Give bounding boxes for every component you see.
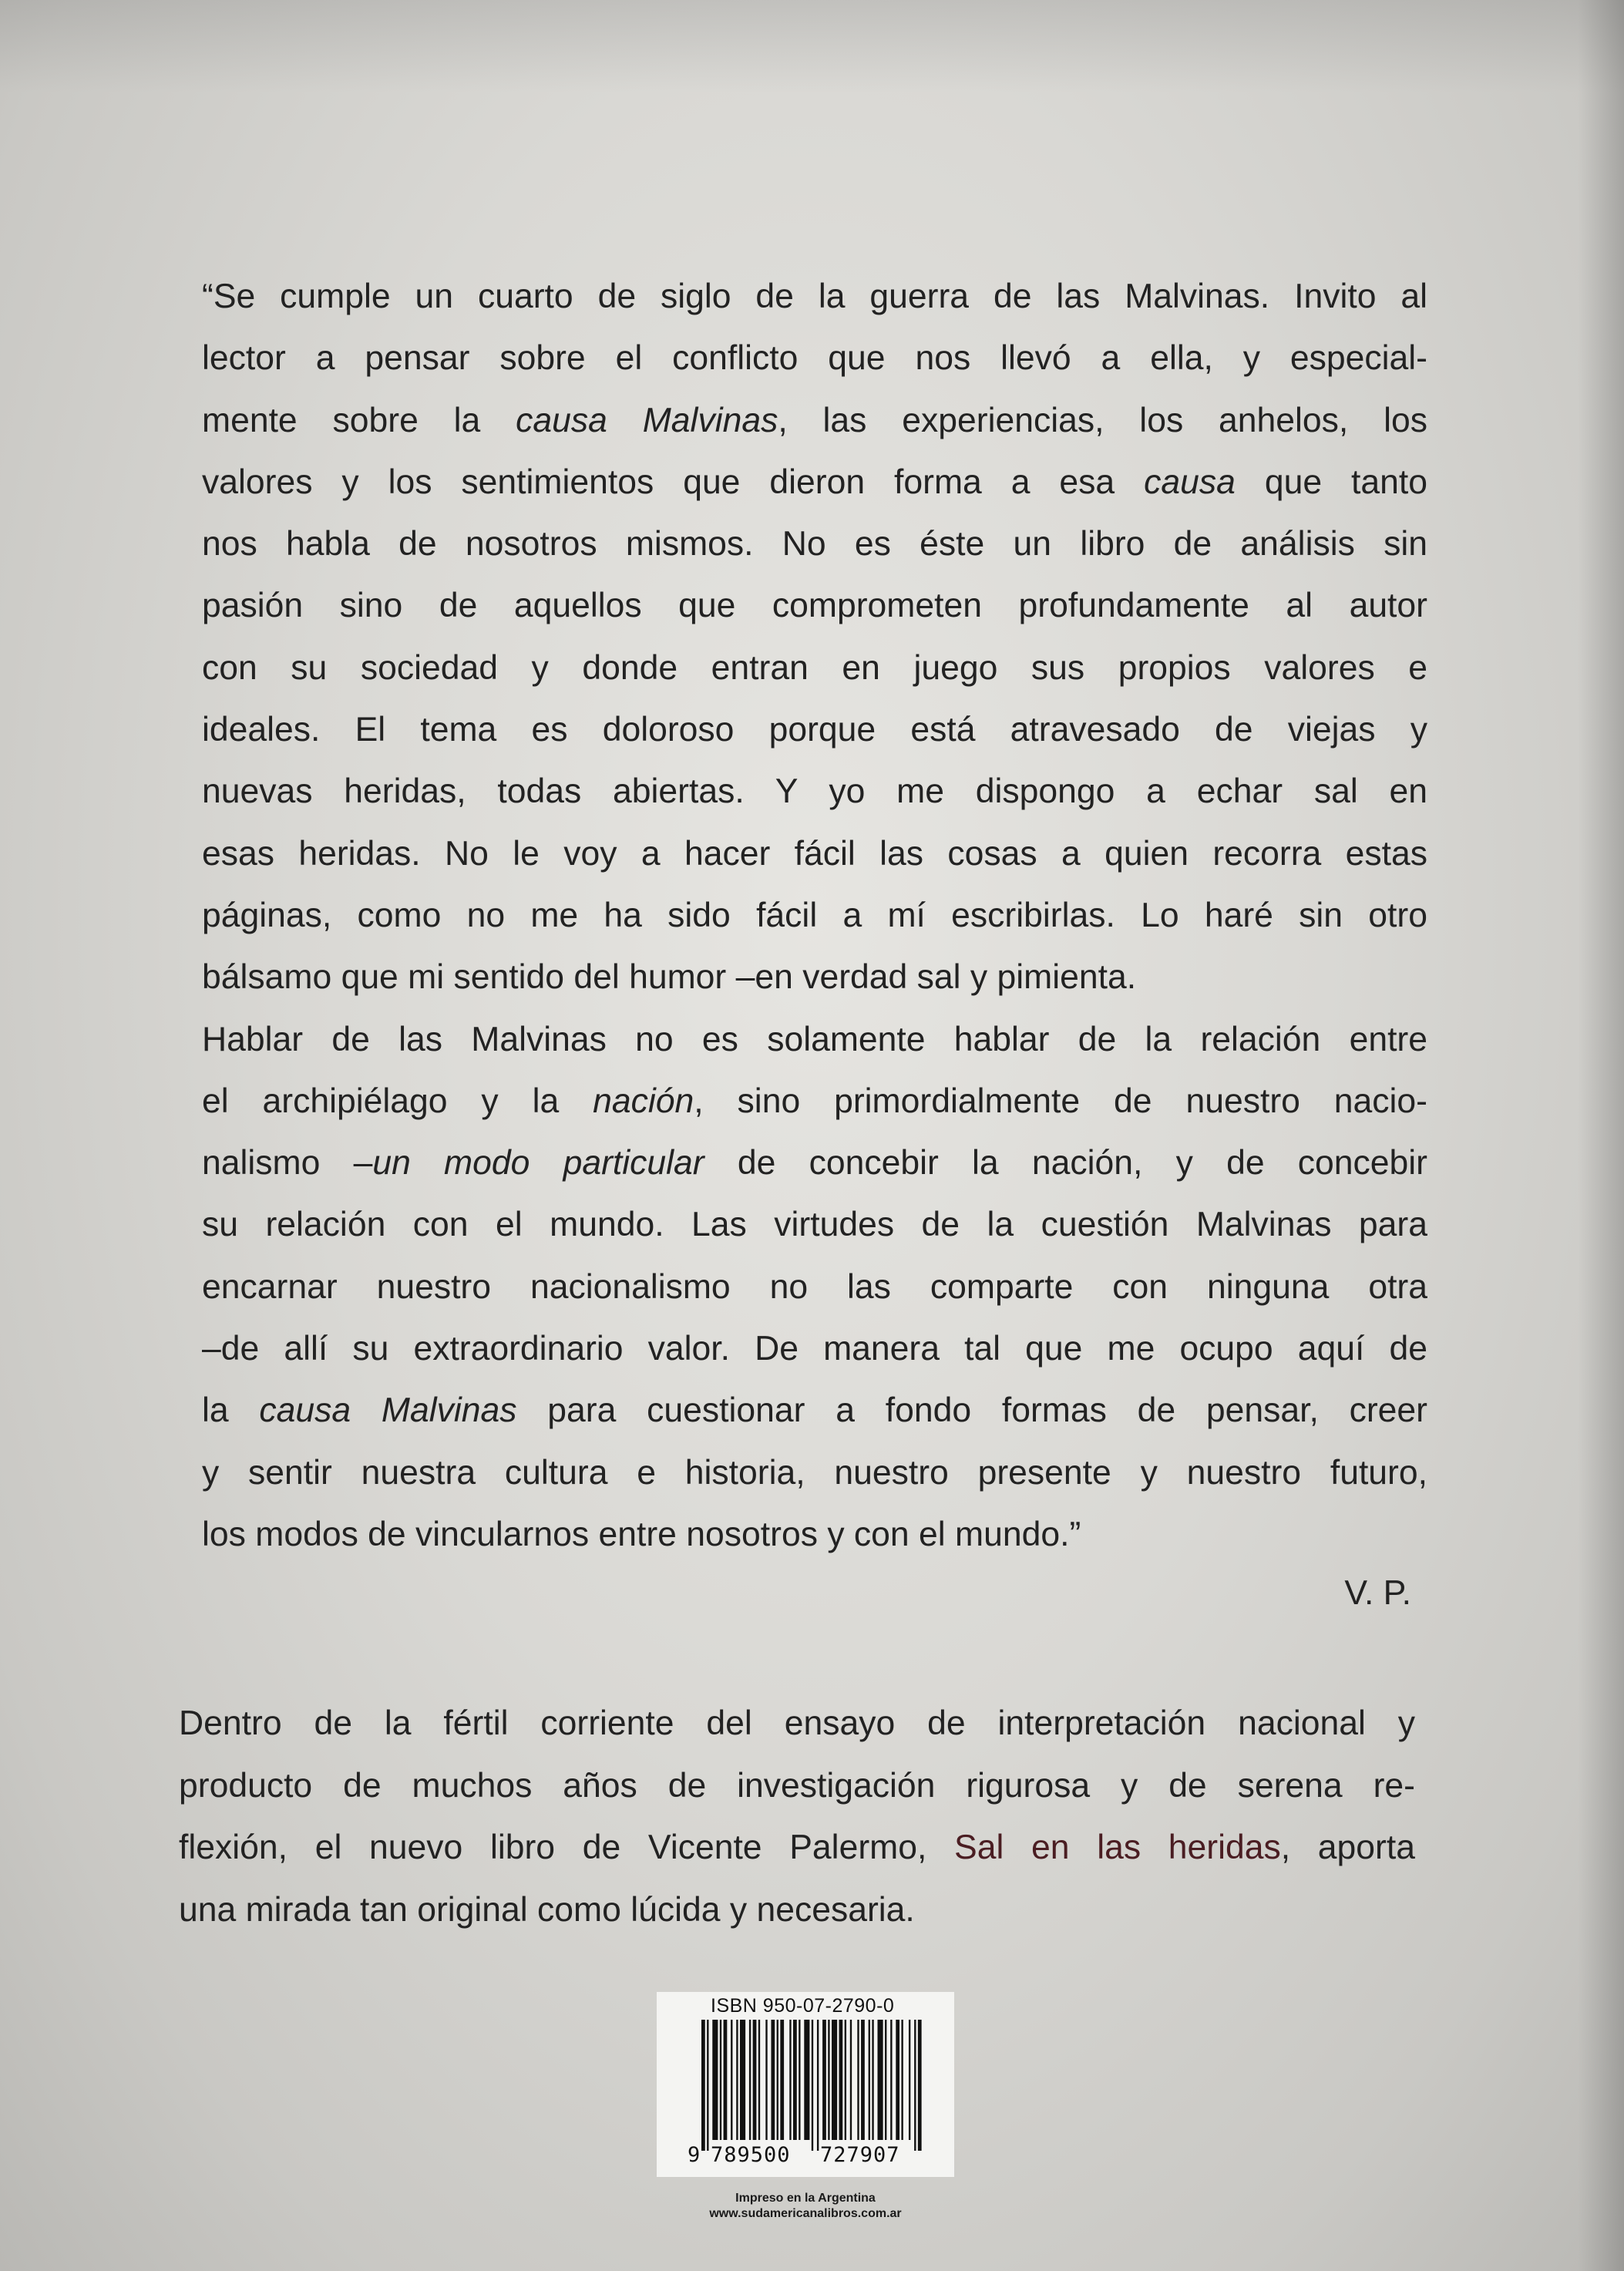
quote-line: valores y los sentimientos que dieron forma a esa causa que tanto (202, 463, 1427, 501)
barcode-bar (707, 2020, 708, 2151)
barcode-bar (896, 2020, 899, 2140)
quote-line: pasión sino de aquellos que comprometen profundamente al autor (202, 587, 1427, 625)
blurb-line: producto de muchos años de investigación rigurosa y de serena re- (179, 1766, 1415, 1805)
barcode-bar (850, 2020, 852, 2140)
barcode-bar (731, 2020, 732, 2140)
barcode-bar (780, 2020, 784, 2140)
right-edge-shadow (1578, 0, 1624, 2271)
quote-line: páginas, como no me ha sido fácil a mí escribirlas. Lo haré sin otro (202, 896, 1427, 934)
quote-line: esas heridas. No le voy a hacer fácil las cosas a quien recorra estas (202, 834, 1427, 873)
quote-line: nuevas heridas, todas abiertas. Y yo me dispongo a echar sal en (202, 772, 1427, 811)
quote-line: encarnar nuestro nacionalismo no las comparte con ninguna otra (202, 1267, 1427, 1306)
quote-line: mente sobre la causa Malvinas, las experiencias, los anhelos, los (202, 401, 1428, 439)
barcode-bar (845, 2020, 846, 2140)
barcode-bar (918, 2020, 922, 2151)
barcode-bar (720, 2020, 721, 2140)
barcode-bar (736, 2020, 738, 2140)
blurb-line: flexión, el nuevo libro de Vicente Palermo, Sal en las heridas, aporta (179, 1829, 1415, 1866)
quote-line: nalismo –un modo particular de concebir la nación, y de concebir (202, 1144, 1428, 1183)
publisher-imprint (657, 2191, 954, 2222)
quote-line: “Se cumple un cuarto de siglo de la guerra de las Malvinas. Invito al (202, 278, 1427, 315)
quote-line: ideales. El tema es doloroso porque está atravesado de viejas y (202, 711, 1427, 749)
barcode-bar (753, 2020, 757, 2140)
barcode-bar (777, 2020, 778, 2140)
barcode-bar (861, 2020, 865, 2140)
barcode-bar (793, 2020, 797, 2140)
isbn-barcode-label (657, 1992, 954, 2177)
quote-signature: V. P. (1344, 1574, 1411, 1612)
barcode-bar (740, 2020, 745, 2140)
barcode-bar (872, 2020, 873, 2140)
quote-line: lector a pensar sobre el conflicto que nos llevó a ella, y especial- (202, 339, 1427, 378)
quote-line: Hablar de las Malvinas no es solamente hablar de la relación entre (202, 1020, 1427, 1058)
barcode-bar (812, 2020, 813, 2151)
top-shadow (0, 0, 1624, 93)
barcode-icon (701, 2020, 923, 2151)
barcode-bar (890, 2020, 892, 2140)
quote-line: y sentir nuestra cultura e historia, nuestro presente y nuestro futuro, (202, 1453, 1427, 1492)
barcode-digits-right: 727907 (820, 2143, 900, 2167)
quote-line: –de allí su extraordinario valor. De manera tal que me ocupo aquí de (202, 1330, 1427, 1368)
barcode-digit-first: 9 (688, 2143, 701, 2167)
quote-line: bálsamo que mi sentido del humor –en verdad sal y pimienta. (202, 958, 1137, 997)
printed-in-text: Impreso en la Argentina (735, 2192, 876, 2205)
barcode-bar (789, 2020, 791, 2140)
barcode-bar (901, 2020, 903, 2140)
barcode-bar (839, 2020, 843, 2140)
barcode-bar (712, 2020, 718, 2140)
blurb-line: Dentro de la fértil corriente del ensayo de interpretación nacional y (179, 1704, 1415, 1742)
barcode-bar (832, 2020, 837, 2140)
barcode-bar (724, 2020, 728, 2140)
quote-line: la causa Malvinas para cuestionar a fondo formas de pensar, creer (202, 1391, 1428, 1430)
barcode-bar (758, 2020, 760, 2140)
barcode-bar (817, 2020, 819, 2151)
barcode-bar (701, 2020, 705, 2151)
quote-line: con su sociedad y donde entran en juego sus propios valores e (202, 648, 1427, 687)
isbn-number: ISBN 950-07-2790-0 (711, 1995, 895, 2017)
publisher-website: www.sudamericanalibros.com.ar (709, 2207, 902, 2220)
barcode-bar (765, 2020, 767, 2140)
book-blurb (179, 1693, 1415, 1941)
barcode-bar (771, 2020, 775, 2140)
barcode-bar (914, 2020, 916, 2151)
barcode-bar (828, 2020, 829, 2140)
barcode-bar (822, 2020, 826, 2140)
author-quote (202, 266, 1427, 1566)
quote-line: los modos de vincularnos entre nosotros y con el mundo.” (202, 1515, 1081, 1553)
barcode-bar (885, 2020, 886, 2140)
quote-line: su relación con el mundo. Las virtudes de la cuestión Malvinas para (202, 1206, 1427, 1244)
barcode-bar (909, 2020, 910, 2140)
barcode-bar (749, 2020, 751, 2140)
barcode-bar (857, 2020, 859, 2140)
quote-line: el archipiélago y la nación, sino primordialmente de nuestro nacio- (202, 1082, 1427, 1120)
barcode-bar (804, 2020, 809, 2140)
blurb-line: una mirada tan original como lúcida y necesaria. (179, 1890, 915, 1929)
barcode-bar (869, 2020, 870, 2140)
barcode-digits-left: 789500 (711, 2143, 791, 2167)
barcode-digits (657, 2143, 954, 2174)
barcode-bar (878, 2020, 883, 2140)
quote-line: nos habla de nosotros mismos. No es éste un libro de análisis sin (202, 525, 1427, 564)
barcode-bar (799, 2020, 800, 2140)
